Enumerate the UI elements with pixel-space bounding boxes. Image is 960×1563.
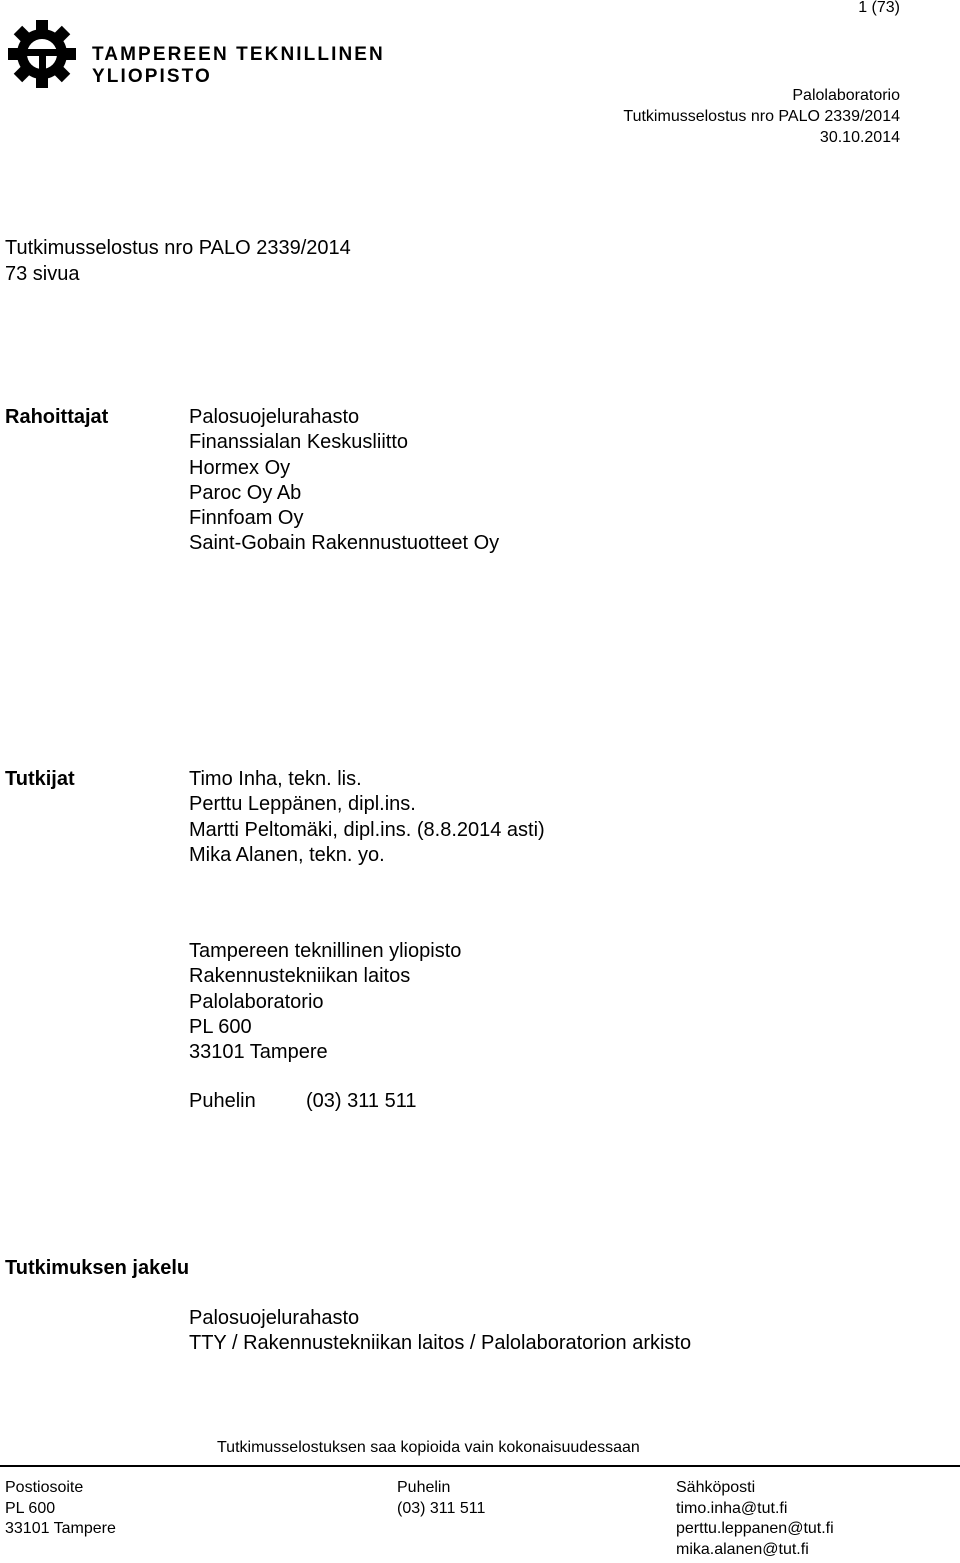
footer-postal-line: PL 600 (5, 1499, 56, 1517)
footer-phone-line: (03) 311 511 (397, 1499, 486, 1517)
footer-postal (5, 1478, 116, 1540)
address-line: PL 600 (189, 1015, 252, 1038)
email-link[interactable]: mika.alanen@tut.fi (676, 1540, 809, 1558)
footer-phone (397, 1478, 485, 1519)
gear-logo-icon (6, 18, 78, 90)
header-report: Tutkimusselostus nro PALO 2339/2014 (623, 108, 900, 125)
list-item: Palosuojelurahasto (189, 1307, 360, 1329)
list-item: Mika Alanen, tekn. yo. (189, 843, 385, 866)
funders-list (189, 405, 499, 557)
report-title: Tutkimusselostus nro PALO 2339/2014 (5, 237, 351, 259)
email-link[interactable]: perttu.leppanen@tut.fi (676, 1520, 834, 1537)
list-item: Martti Peltomäki, dipl.ins. (8.8.2014 asti) (189, 818, 545, 841)
address-line: Tampereen teknillinen yliopisto (189, 940, 462, 962)
address-line: 33101 Tampere (189, 1041, 328, 1064)
researchers-label: Tutkijat (5, 768, 75, 790)
address-line: Palolaboratorio (189, 990, 324, 1013)
university-logo (6, 18, 476, 90)
footer-postal-header: Postiosoite (5, 1479, 84, 1496)
phone-number: (03) 311 511 (306, 1090, 417, 1112)
footer-email-header: Sähköposti (676, 1479, 756, 1496)
distribution-list (189, 1306, 691, 1357)
header-date: 30.10.2014 (819, 129, 900, 146)
list-item: Finanssialan Keskusliitto (189, 431, 408, 454)
page-count: 73 sivua (5, 263, 80, 285)
footer-divider (0, 1465, 960, 1467)
footer-email (676, 1478, 834, 1560)
list-item: Finnfoam Oy (189, 507, 304, 530)
logo-text: TAMPEREEN TEKNILLINEN YLIOPISTO (92, 44, 385, 87)
list-item: Saint-Gobain Rakennustuotteet Oy (189, 532, 500, 555)
researchers-list (189, 767, 545, 868)
list-item: Perttu Leppänen, dipl.ins. (189, 793, 416, 816)
phone-label: Puhelin (189, 1090, 256, 1112)
list-item: Palosuojelurahasto (189, 406, 360, 428)
header-lab: Palolaboratorio (792, 87, 900, 104)
email-link[interactable]: timo.inha@tut.fi (676, 1499, 788, 1517)
funders-label: Rahoittajat (5, 406, 109, 428)
address-block (189, 939, 461, 1065)
list-item: Paroc Oy Ab (189, 481, 302, 504)
list-item: Hormex Oy (189, 456, 291, 479)
page-number: 1 (73) (858, 0, 900, 16)
distribution-label: Tutkimuksen jakelu (5, 1257, 190, 1279)
footer-postal-line: 33101 Tampere (5, 1520, 116, 1537)
copy-notice: Tutkimusselostuksen saa kopioida vain kokonaisuudessaan (217, 1439, 640, 1456)
address-line: Rakennustekniikan laitos (189, 965, 411, 988)
list-item: Timo Inha, tekn. lis. (189, 768, 362, 790)
footer-phone-header: Puhelin (397, 1479, 451, 1496)
list-item: TTY / Rakennustekniikan laitos / Palolaboratorion arkisto (189, 1332, 692, 1355)
